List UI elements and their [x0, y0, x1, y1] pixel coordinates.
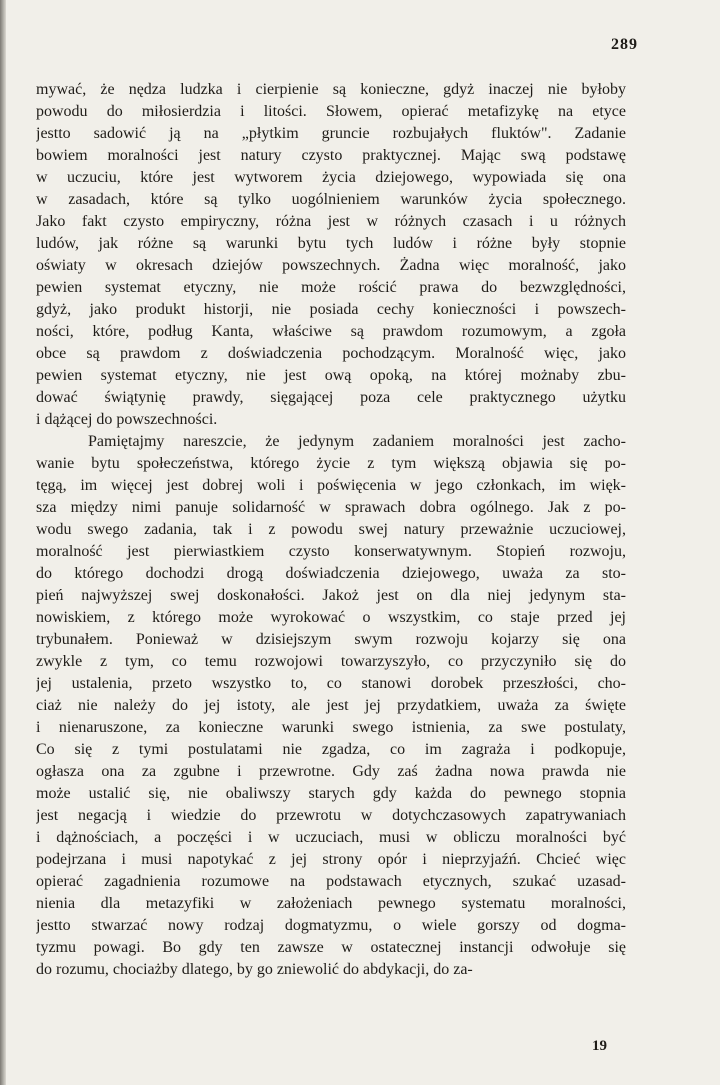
text-line: ności, które, podług Kanta, właściwe są prawdom rozumowym, a zgoła — [36, 323, 626, 340]
text-line: ciaż nie należy do jej istoty, ale jest jej przydatkiem, uważa za święte — [36, 697, 626, 714]
text-line: do rozumu, chociażby dlatego, by go zniewolić do abdykacji, do za- — [36, 961, 473, 978]
text-line: wodu swego zadania, tak i z powodu swej natury przeważnie uczuciowej, — [36, 521, 626, 538]
text-line: moralność jest pierwiastkiem czysto konserwatywnym. Stopień rozwoju, — [36, 543, 626, 560]
text-line: wanie bytu społeczeństwa, którego życie z tym większą objawia się po- — [36, 455, 626, 472]
text-line: nienia dla metazyfiki w założeniach pewnego systematu moralności, — [36, 895, 626, 912]
text-line: w uczuciu, które jest wytworem życia dziejowego, wypowiada się ona — [36, 169, 626, 186]
text-line: gdyż, jako produkt historji, nie posiada cechy konieczności i powszech- — [36, 301, 626, 318]
text-line: nowiskiem, z którego może wyrokować o wszystkim, co staje przed jej — [36, 609, 626, 626]
text-line: trybunałem. Ponieważ w dzisiejszym swym rozwoju kojarzy się ona — [36, 631, 626, 648]
text-line: może ustalić się, nie obaliwszy starych gdy każda do pewnego stopnia — [36, 785, 626, 802]
text-line: obce są prawdom z doświadczenia pochodzącym. Moralność więc, jako — [36, 345, 626, 362]
text-line: podejrzana i musi napotykać z jej strony opór i nieprzyjaźń. Chcieć więc — [36, 851, 626, 868]
paragraph — [36, 79, 626, 431]
text-line: w zasadach, które są tylko uogólnieniem warunków życia społecznego. — [36, 191, 626, 208]
text-line: jest negacją i wiedzie do przewrotu w dotychczasowych zapatrywaniach — [36, 807, 626, 824]
text-line: opierać zagadnienia rozumowe na podstawach etycznych, szukać uzasad- — [36, 873, 626, 890]
paragraph — [36, 431, 626, 981]
signature-mark: 19 — [592, 1038, 607, 1054]
text-line: pień najwyższej swej doskonałości. Jakoż jest on dla niej jedynym sta- — [36, 587, 626, 604]
text-line: jestto stwarzać nowy rodzaj dogmatyzmu, o wiele gorszy od dogma- — [36, 917, 626, 934]
text-line: pewien systemat etyczny, nie jest ową opoką, na której możnaby zbu- — [36, 367, 626, 384]
text-line: bowiem moralności jest natury czysto praktycznej. Mając swą podstawę — [36, 147, 626, 164]
text-line: i dążnościach, a poczęści i w uczuciach, musi w obliczu moralności być — [36, 829, 626, 846]
text-line: ludów, jak różne są warunki bytu tych ludów i różne były stopnie — [36, 235, 626, 252]
text-line: jej ustalenia, przeto wszystko to, co stanowi dorobek przeszłości, cho- — [36, 675, 626, 692]
text-line: dować świątynię prawdy, sięgającej poza cele praktycznego użytku — [36, 389, 626, 406]
text-line: tyzmu powagi. Bo gdy ten zawsze w ostatecznej instancji odwołuje się — [36, 939, 626, 956]
page-body-text — [36, 79, 626, 981]
text-line: oświaty w okresach dziejów powszechnych. Żadna więc moralność, jako — [36, 257, 626, 274]
text-line: Pamiętajmy nareszcie, że jedynym zadaniem moralności jest zacho- — [88, 433, 626, 450]
page-number: 289 — [611, 36, 638, 53]
text-line: do którego dochodzi drogą doświadczenia dziejowego, uważa za sto- — [36, 565, 626, 582]
text-line: powodu do miłosierdzia i litości. Słowem, opierać metafizykę na etyce — [36, 103, 626, 120]
text-line: ogłasza ona za zgubne i przewrotne. Gdy zaś żadna nowa prawda nie — [36, 763, 626, 780]
text-line: Co się z tymi postulatami nie zgadza, co im zagraża i podkopuje, — [36, 741, 626, 758]
text-line: i dążącej do powszechności. — [36, 411, 218, 428]
text-line: jestto sadowić ją na „płytkim gruncie rozbujałych fluktów". Zadanie — [36, 125, 626, 142]
text-line: mywać, że nędza ludzka i cierpienie są konieczne, gdyż inaczej nie byłoby — [36, 81, 626, 98]
text-line: tęgą, im więcej jest dobrej woli i poświęcenia w jego członkach, im więk- — [36, 477, 626, 494]
text-line: sza między nimi panuje solidarność w sprawach dobra ogólnego. Jak z po- — [36, 499, 626, 516]
text-line: i nienaruszone, za konieczne warunki swego istnienia, za swe postulaty, — [36, 719, 626, 736]
text-line: zwykle z tym, co temu rozwojowi towarzyszyło, co przyczyniło się do — [36, 653, 626, 670]
book-binding-edge — [0, 0, 6, 1085]
text-line: Jako fakt czysto empiryczny, różna jest w różnych czasach i u różnych — [36, 213, 626, 230]
text-line: pewien systemat etyczny, nie może rościć prawa do bezwzględności, — [36, 279, 626, 296]
